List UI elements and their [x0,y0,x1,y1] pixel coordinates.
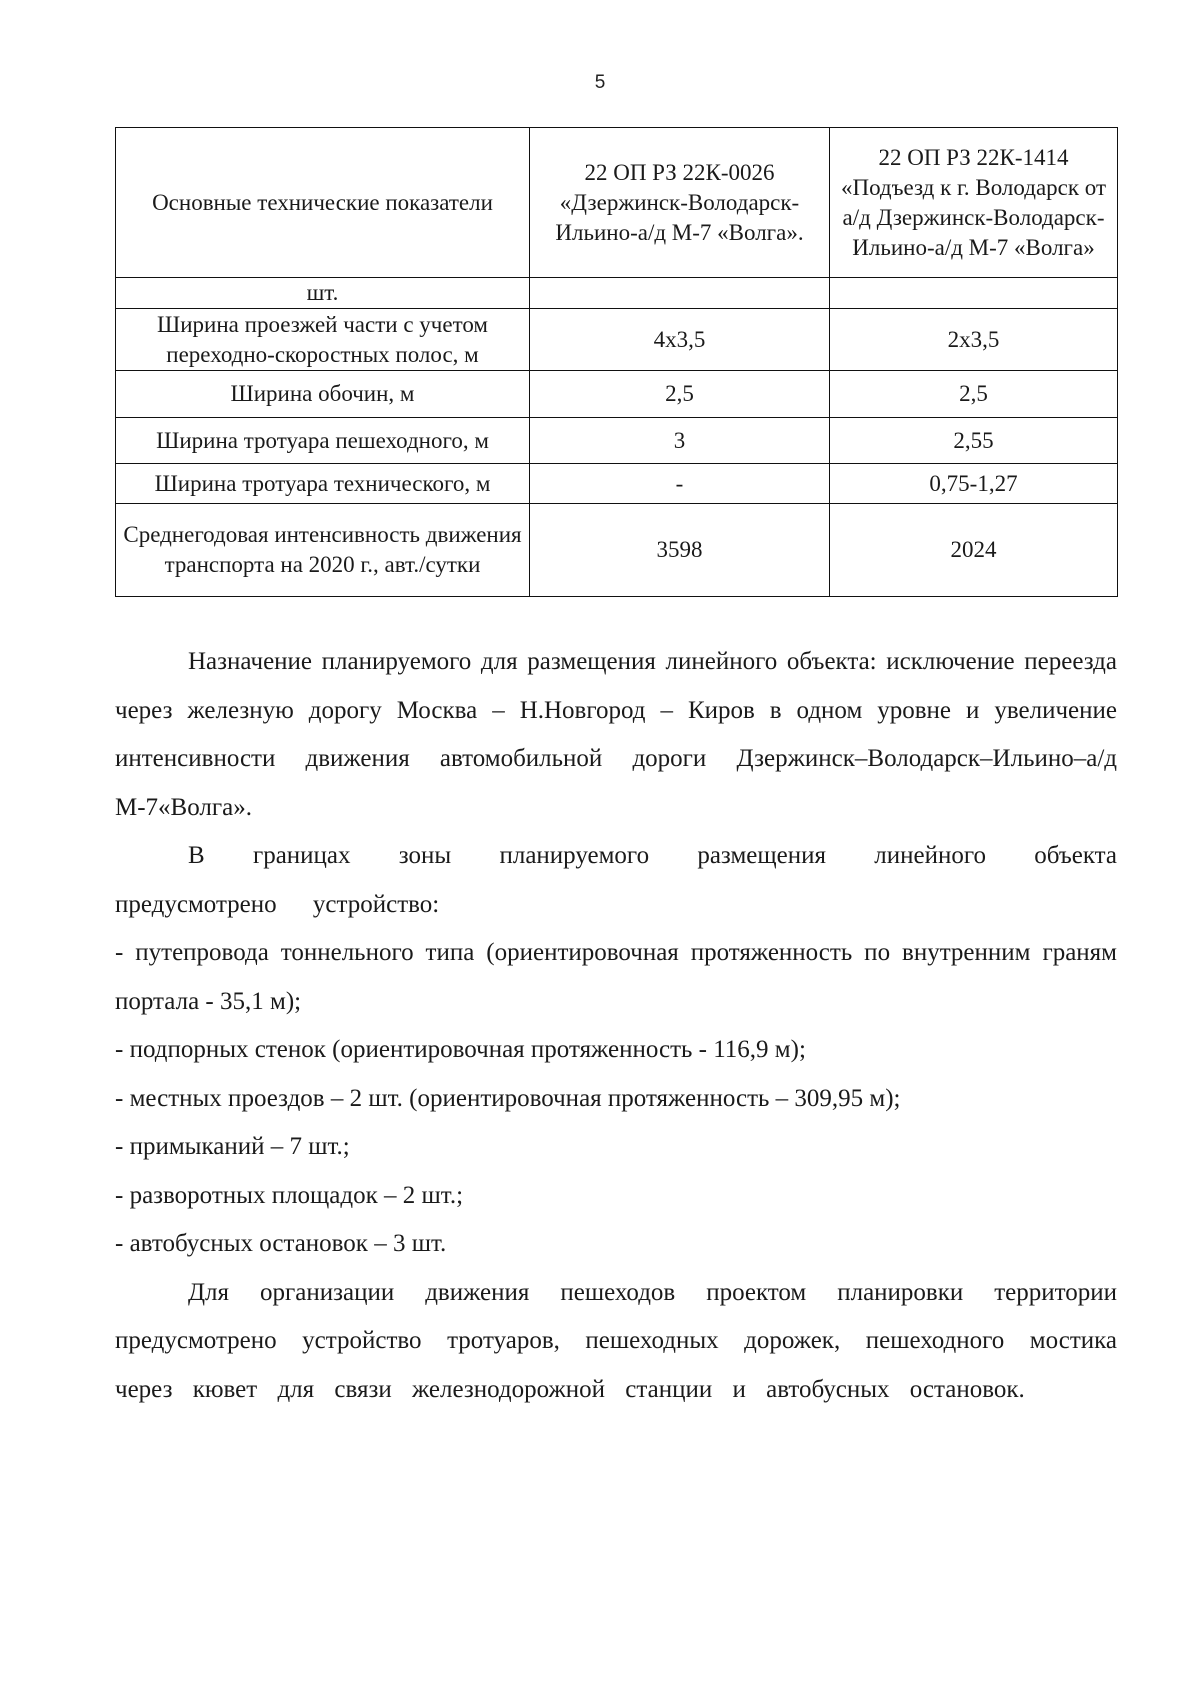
row-value-1414: 2х3,5 [830,309,1118,371]
row-label: Ширина проезжей части с учетом переходно-скоростных полос, м [116,309,530,371]
body-text [115,638,1117,1414]
row-value-0026 [530,278,830,309]
table-row [116,418,1118,464]
table-header-row [116,128,1118,278]
table-row [116,278,1118,309]
table-row [116,504,1118,597]
list-item-junctions: - примыканий – 7 шт.; [115,1133,350,1160]
table-row [116,309,1118,371]
purpose-paragraph: Назначение планируемого для размещения линейного объекта: исключение переезда через железную дорогу Москва – Н.Новгород – Киров в одном уровне и увеличение интенсивности движения автомобильной дороги Дзержинск–Володарск–Ильино–а/д М-7«Волга». [115,648,1117,821]
technical-indicators-table [115,127,1118,597]
row-value-0026: 2,5 [530,371,830,418]
row-label: Ширина тротуара пешеходного, м [116,418,530,464]
row-value-0026: 3 [530,418,830,464]
row-label: Ширина обочин, м [116,371,530,418]
row-label: Ширина тротуара технического, м [116,464,530,504]
zone-paragraph: В границах зоны планируемого размещения линейного объекта предусмотрено устройство: [115,842,1117,918]
header-road-1414: 22 ОП РЗ 22К-1414 «Подъезд к г. Володарск от а/д Дзержинск-Володарск-Ильино-а/д М-7 «Волга» [830,128,1118,278]
pedestrian-paragraph: Для организации движения пешеходов проектом планировки территории предусмотрено устройство тротуаров, пешеходных дорожек, пешеходного мостика через кювет для связи железнодорожной станции и автобусных остановок. [115,1278,1117,1403]
header-road-0026: 22 ОП РЗ 22К-0026 «Дзержинск-Володарск-Ильино-а/д М-7 «Волга». [530,128,830,278]
table-row [116,371,1118,418]
row-value-0026: - [530,464,830,504]
row-value-0026: 3598 [530,504,830,597]
list-item-turnaround-areas: - разворотных площадок – 2 шт.; [115,1181,464,1209]
row-value-0026: 4х3,5 [530,309,830,371]
list-item-local-passages: - местных проездов – 2 шт. (ориентировочная протяженность – 309,95 м); [115,1084,901,1112]
row-value-1414: 2,55 [830,418,1118,464]
list-item-overpass: - путепровода тоннельного типа (ориентировочная протяженность по внутренним граням портала - 35,1 м); [115,939,1117,1015]
header-indicators: Основные технические показатели [116,128,530,278]
page-number: 5 [594,72,606,93]
row-value-1414: 2024 [830,504,1118,597]
table-row [116,464,1118,504]
list-item-bus-stops: - автобусных остановок – 3 шт. [115,1230,447,1257]
row-value-1414: 0,75-1,27 [830,464,1118,504]
list-item-retaining-walls: - подпорных стенок (ориентировочная протяженность - 116,9 м); [115,1036,806,1063]
row-label: Среднегодовая интенсивность движения транспорта на 2020 г., авт./сутки [116,504,530,597]
row-label: шт. [116,278,530,309]
row-value-1414: 2,5 [830,371,1118,418]
row-value-1414 [830,278,1118,309]
